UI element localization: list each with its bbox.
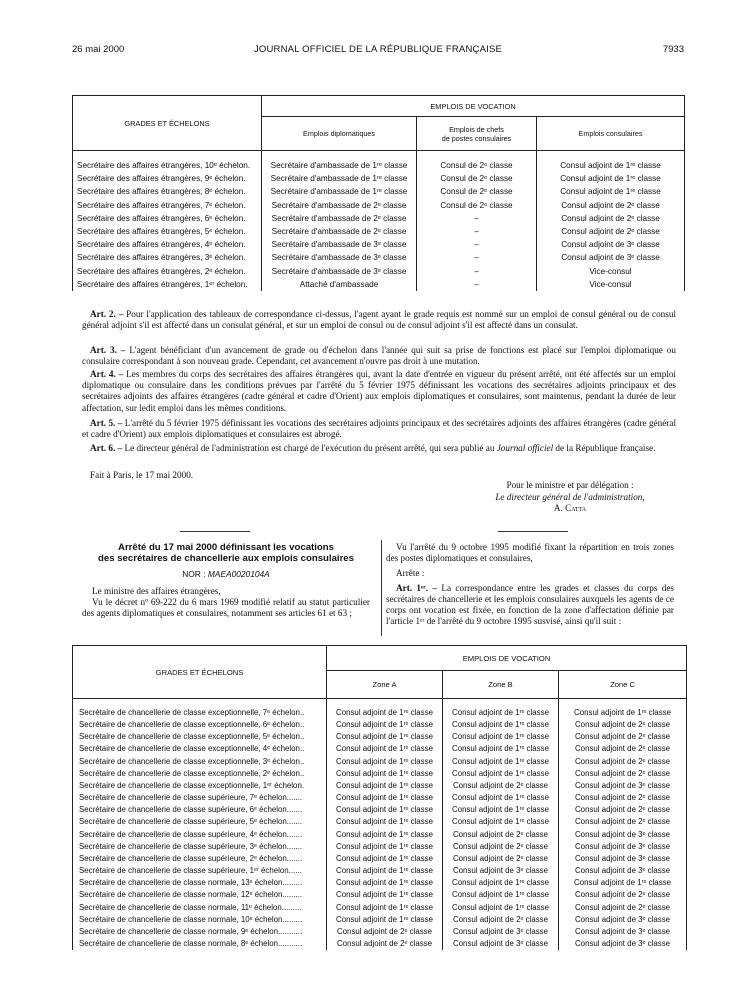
emploi-consulaire-cell: Consul adjoint de 3ᵉ classe: [537, 251, 685, 264]
zone-b-cell: Consul adjoint de 2ᵉ classe: [443, 853, 559, 865]
column-divider: [381, 540, 382, 636]
zone-b-cell: Consul adjoint de 1ʳᵉ classe: [443, 792, 559, 804]
zone-c-cell: Consul adjoint de 2ᵉ classe: [559, 816, 687, 828]
zone-a-cell: Consul adjoint de 1ʳᵉ classe: [327, 889, 443, 901]
grades-header-2: GRADES ET ÉCHELONS: [73, 646, 327, 699]
decree-title-line-2: des secrétaires de chancellerie aux emplois consulaires: [98, 553, 354, 564]
zone-a-cell: Consul adjoint de 1ʳᵉ classe: [327, 756, 443, 768]
zone-b-cell: Consul adjoint de 1ʳᵉ classe: [443, 743, 559, 755]
nor-label: NOR :: [182, 569, 208, 579]
zone-b-cell: Consul adjoint de 1ʳᵉ classe: [443, 707, 559, 719]
zone-a-cell: Consul adjoint de 2ᵉ classe: [327, 926, 443, 938]
emploi-consulaire-cell: Consul adjoint de 1ʳᵉ classe: [537, 172, 685, 185]
zone-c-cell: Consul adjoint de 2ᵉ classe: [559, 743, 687, 755]
col-chefs-postes: [417, 117, 537, 151]
zone-c-cell: Consul adjoint de 2ᵉ classe: [559, 756, 687, 768]
zone-b-cell: Consul adjoint de 2ᵉ classe: [443, 780, 559, 792]
zone-c-cell: Consul adjoint de 2ᵉ classe: [559, 792, 687, 804]
grade-cell: Secrétaire des affaires étrangères, 5ᵉ échelon.: [73, 225, 262, 238]
zone-a-cell: Consul adjoint de 1ʳᵉ classe: [327, 719, 443, 731]
emploi-diplomatique-cell: Secrétaire d'ambassade de 2ᵉ classe: [262, 225, 417, 238]
grade-cell: Secrétaire de chancellerie de classe supérieure, 2ᵉ échelon.......: [73, 853, 327, 865]
table-row: [73, 877, 687, 889]
grade-cell: Secrétaire de chancellerie de classe normale, 8ᵉ échelon...........: [73, 938, 327, 950]
article-2: [82, 309, 676, 331]
page-header: [72, 44, 684, 58]
chef-poste-cell: Consul de 2ᵉ classe: [417, 199, 537, 212]
zone-b-cell: Consul adjoint de 1ʳᵉ classe: [443, 768, 559, 780]
grade-cell: Secrétaire de chancellerie de classe exceptionnelle, 4ᵉ échelon..: [73, 743, 327, 755]
grade-cell: Secrétaire de chancellerie de classe exceptionnelle, 7ᵉ échelon..: [73, 707, 327, 719]
table-row: [73, 707, 687, 719]
table-row: [73, 251, 685, 264]
grade-cell: Secrétaire des affaires étrangères, 7ᵉ échelon.: [73, 199, 262, 212]
chef-poste-cell: –: [417, 238, 537, 251]
grades-header: GRADES ET ÉCHELONS: [73, 96, 262, 151]
table-row: [73, 719, 687, 731]
decree-article-1-label: Art. 1ᵉʳ. –: [396, 583, 437, 593]
grade-cell: Secrétaire des affaires étrangères, 6ᵉ échelon.: [73, 212, 262, 225]
grade-cell: Secrétaire de chancellerie de classe supérieure, 3ᵉ échelon.......: [73, 841, 327, 853]
grade-cell: Secrétaire de chancellerie de classe supérieure, 6ᵉ échelon.......: [73, 804, 327, 816]
fait-a-paris: Fait à Paris, le 17 mai 2000.: [90, 470, 194, 480]
col-emplois-diplomatiques: Emplois diplomatiques: [262, 117, 417, 151]
table-row: [73, 914, 687, 926]
table-row: [73, 238, 685, 251]
zone-a-cell: Consul adjoint de 1ʳᵉ classe: [327, 707, 443, 719]
zone-c-cell: Consul adjoint de 3ᵉ classe: [559, 853, 687, 865]
zone-c-cell: Consul adjoint de 3ᵉ classe: [559, 865, 687, 877]
decree-nor: [82, 569, 370, 580]
table-vocations-secretaires-chancellerie: [72, 645, 687, 950]
chef-poste-cell: Consul de 2ᵉ classe: [417, 159, 537, 172]
table-row: [73, 278, 685, 291]
article-6: [82, 443, 676, 454]
article-6-text-b: de la République française.: [553, 443, 656, 453]
zone-a-cell: Consul adjoint de 1ʳᵉ classe: [327, 816, 443, 828]
article-4-text: Les membres du corps des secrétaires des affaires étrangères qui, avant la date d'entrée en vigueur du présent arrêté, ont été affectés sur un emploi diplomatique ou consulaire dans les conditions prévues par l'arrêté du 5 février 1975 définissant les vocations des secrétaires adjoints principaux et des secrétaires adjoints des affaires étrangères (cadre général et cadre d'Orient) aux emplois diplomatiques et consulaires, sont maintenus, pendant la durée de leur affectation, sur ledit emploi dans les mêmes conditions.: [82, 369, 676, 413]
emploi-consulaire-cell: Consul adjoint de 3ᵉ classe: [537, 238, 685, 251]
table-row: [73, 902, 687, 914]
grade-cell: Secrétaire des affaires étrangères, 1ᵉʳ échelon.: [73, 278, 262, 291]
grade-cell: Secrétaire des affaires étrangères, 4ᵉ échelon.: [73, 238, 262, 251]
table-row: [73, 768, 687, 780]
table-row: [73, 172, 685, 185]
grade-cell: Secrétaire de chancellerie de classe exceptionnelle, 5ᵉ échelon..: [73, 731, 327, 743]
zone-a-cell: Consul adjoint de 1ʳᵉ classe: [327, 743, 443, 755]
decree-right-column: [386, 542, 674, 627]
zone-b-cell: Consul adjoint de 1ʳᵉ classe: [443, 877, 559, 889]
header-page-number: 7933: [662, 44, 684, 55]
zone-a-cell: Consul adjoint de 1ʳᵉ classe: [327, 780, 443, 792]
table-row: [73, 865, 687, 877]
zone-a-cell: Consul adjoint de 1ʳᵉ classe: [327, 914, 443, 926]
col-chefs-postes-line1: Emplois de chefs: [449, 124, 504, 134]
emploi-diplomatique-cell: Secrétaire d'ambassade de 1ʳᵉ classe: [262, 159, 417, 172]
decree-article-1: [386, 583, 674, 627]
emploi-consulaire-cell: Vice-consul: [537, 265, 685, 278]
zone-c-cell: Consul adjoint de 2ᵉ classe: [559, 768, 687, 780]
chef-poste-cell: –: [417, 225, 537, 238]
zone-a-cell: Consul adjoint de 1ʳᵉ classe: [327, 853, 443, 865]
zone-b-cell: Consul adjoint de 1ʳᵉ classe: [443, 731, 559, 743]
emploi-diplomatique-cell: Secrétaire d'ambassade de 3ᵉ classe: [262, 238, 417, 251]
grade-cell: Secrétaire des affaires étrangères, 9ᵉ échelon.: [73, 172, 262, 185]
grade-cell: Secrétaire de chancellerie de classe normale, 13ᵉ échelon.........: [73, 877, 327, 889]
table-row: [73, 780, 687, 792]
col-emplois-consulaires: Emplois consulaires: [537, 117, 685, 151]
grade-cell: Secrétaire de chancellerie de classe exceptionnelle, 1ᵉʳ échelon.: [73, 780, 327, 792]
table-row: [73, 804, 687, 816]
zone-c-cell: Consul adjoint de 3ᵉ classe: [559, 829, 687, 841]
article-2-label: Art. 2. –: [90, 309, 124, 319]
signature-line-1: Pour le ministre et par délégation :: [506, 480, 634, 490]
table-row: [73, 816, 687, 828]
table-row: [73, 225, 685, 238]
zone-b-cell: Consul adjoint de 3ᵉ classe: [443, 865, 559, 877]
emploi-diplomatique-cell: Secrétaire d'ambassade de 2ᵉ classe: [262, 212, 417, 225]
emploi-consulaire-cell: Consul adjoint de 1ʳᵉ classe: [537, 185, 685, 198]
grade-cell: Secrétaire des affaires étrangères, 8ᵉ échelon.: [73, 185, 262, 198]
decree-vu-decret: Vu le décret nº 69-222 du 6 mars 1969 modifié relatif au statut particulier des agents diplomatiques et consulaires, notamment ses articles 61 et 63 ;: [82, 597, 370, 618]
chef-poste-cell: –: [417, 212, 537, 225]
article-5-label: Art. 5. –: [90, 418, 123, 428]
article-3: [82, 345, 676, 367]
emploi-consulaire-cell: Consul adjoint de 1ʳᵉ classe: [537, 159, 685, 172]
zone-b-cell: Consul adjoint de 2ᵉ classe: [443, 829, 559, 841]
decree-minister: Le ministre des affaires étrangères,: [92, 586, 221, 596]
grade-cell: Secrétaire de chancellerie de classe normale, 11ᵉ échelon.........: [73, 902, 327, 914]
header-journal-title: JOURNAL OFFICIEL DE LA RÉPUBLIQUE FRANÇAISE: [253, 44, 503, 55]
zone-c-cell: Consul adjoint de 3ᵉ classe: [559, 841, 687, 853]
col-zone-b: Zone B: [443, 671, 559, 699]
zone-b-cell: Consul adjoint de 2ᵉ classe: [443, 914, 559, 926]
grade-cell: Secrétaire de chancellerie de classe supérieure, 5ᵉ échelon.......: [73, 816, 327, 828]
zone-a-cell: Consul adjoint de 1ʳᵉ classe: [327, 865, 443, 877]
article-5: [82, 418, 676, 440]
col-chefs-postes-line2: de postes consulaires: [441, 133, 512, 143]
zone-c-cell: Consul adjoint de 2ᵉ classe: [559, 902, 687, 914]
separator-right: [498, 531, 568, 532]
emploi-consulaire-cell: Vice-consul: [537, 278, 685, 291]
grade-cell: Secrétaire de chancellerie de classe normale, 12ᵉ échelon.........: [73, 889, 327, 901]
article-3-text: L'agent bénéficiant d'un avancement de grade ou d'échelon dans l'année qui suit sa prise de fonctions est placé sur l'emploi diplomatique ou consulaire correspondant à son nouveau grade. Cependant, cet avancement n'ouvre pas droit à une mutation.: [82, 345, 676, 367]
grade-cell: Secrétaire de chancellerie de classe supérieure, 1ᵉʳ échelon......: [73, 865, 327, 877]
zone-b-cell: Consul adjoint de 3ᵉ classe: [443, 938, 559, 950]
zone-b-cell: Consul adjoint de 1ʳᵉ classe: [443, 902, 559, 914]
table-row: [73, 265, 685, 278]
emploi-diplomatique-cell: Secrétaire d'ambassade de 1ʳᵉ classe: [262, 172, 417, 185]
zone-a-cell: Consul adjoint de 1ʳᵉ classe: [327, 804, 443, 816]
zone-a-cell: Consul adjoint de 1ʳᵉ classe: [327, 829, 443, 841]
table-row: [73, 792, 687, 804]
article-6-text-a: Le directeur général de l'administration est chargé de l'exécution du présent arrêté, qui sera publié au: [124, 443, 497, 453]
zone-a-cell: Consul adjoint de 1ʳᵉ classe: [327, 768, 443, 780]
zone-b-cell: Consul adjoint de 1ʳᵉ classe: [443, 719, 559, 731]
emploi-diplomatique-cell: Secrétaire d'ambassade de 3ᵉ classe: [262, 265, 417, 278]
emploi-consulaire-cell: Consul adjoint de 2ᵉ classe: [537, 199, 685, 212]
emploi-diplomatique-cell: Secrétaire d'ambassade de 3ᵉ classe: [262, 251, 417, 264]
zone-a-cell: Consul adjoint de 2ᵉ classe: [327, 938, 443, 950]
grade-cell: Secrétaire des affaires étrangères, 3ᵉ échelon.: [73, 251, 262, 264]
grade-cell: Secrétaire de chancellerie de classe exceptionnelle, 3ᵉ échelon..: [73, 756, 327, 768]
zone-b-cell: Consul adjoint de 1ʳᵉ classe: [443, 816, 559, 828]
emploi-diplomatique-cell: Secrétaire d'ambassade de 2ᵉ classe: [262, 199, 417, 212]
zone-b-cell: Consul adjoint de 1ʳᵉ classe: [443, 756, 559, 768]
grade-cell: Secrétaire de chancellerie de classe exceptionnelle, 6ᵉ échelon..: [73, 719, 327, 731]
separator-left: [180, 531, 250, 532]
col-zone-a: Zone A: [327, 671, 443, 699]
zone-c-cell: Consul adjoint de 3ᵉ classe: [559, 938, 687, 950]
col-zone-c: Zone C: [559, 671, 687, 699]
chef-poste-cell: –: [417, 278, 537, 291]
table-row: [73, 731, 687, 743]
vocation-header: EMPLOIS DE VOCATION: [262, 96, 685, 117]
decree-title-line-1: Arrêté du 17 mai 2000 définissant les vocations: [118, 542, 334, 553]
vocation-header-2: EMPLOIS DE VOCATION: [327, 646, 687, 671]
grade-cell: Secrétaire des affaires étrangères, 2ᵉ échelon.: [73, 265, 262, 278]
article-3-label: Art. 3. –: [90, 345, 126, 355]
article-2-text: Pour l'application des tableaux de correspondance ci-dessus, l'agent ayant le grade requis est nommé sur un emploi de consul général ou de consul général adjoint s'il est affecté dans un consulat général, et sur un emploi de consul ou de consul adjoint s'il est affecté dans un consulat.: [82, 309, 676, 331]
signature-name: A. Catta: [553, 503, 587, 513]
table-row: [73, 185, 685, 198]
grade-cell: Secrétaire de chancellerie de classe normale, 10ᵉ échelon.........: [73, 914, 327, 926]
article-5-text: L'arrêté du 5 février 1975 définissant les vocations des secrétaires adjoints principaux et des secrétaires adjoints des affaires étrangères (cadre général et cadre d'Orient) aux emplois diplomatiques et consulaires est abrogé.: [82, 418, 676, 440]
table-row: [73, 159, 685, 172]
zone-a-cell: Consul adjoint de 1ʳᵉ classe: [327, 731, 443, 743]
table-row: [73, 938, 687, 950]
article-4: [82, 369, 676, 414]
zone-c-cell: Consul adjoint de 1ʳᵉ classe: [559, 707, 687, 719]
zone-c-cell: Consul adjoint de 2ᵉ classe: [559, 719, 687, 731]
decree-arrete: Arrête :: [396, 568, 425, 578]
header-date: 26 mai 2000: [72, 44, 125, 55]
zone-a-cell: Consul adjoint de 1ʳᵉ classe: [327, 792, 443, 804]
table-row: [73, 853, 687, 865]
decree-article-1-text: La correspondance entre les grades et classes du corps des secrétaires de chancellerie et les emplois consulaires auxquels les agents de ce corps ont vocation est fixée, en fonction de la zone d'affectation définie par l'article 1ᵉʳ de l'arrêté du 9 octobre 1995 susvisé, ainsi qu'il suit :: [386, 583, 675, 626]
grade-cell: Secrétaire de chancellerie de classe exceptionnelle, 2ᵉ échelon..: [73, 768, 327, 780]
grade-cell: Secrétaire des affaires étrangères, 10ᵉ échelon.: [73, 159, 262, 172]
table-row: [73, 756, 687, 768]
table-row: [73, 841, 687, 853]
zone-c-cell: Consul adjoint de 3ᵉ classe: [559, 926, 687, 938]
zone-c-cell: Consul adjoint de 2ᵉ classe: [559, 731, 687, 743]
zone-a-cell: Consul adjoint de 1ʳᵉ classe: [327, 902, 443, 914]
table-row: [73, 889, 687, 901]
decree-vu-arrete: Vu l'arrêté du 9 octobre 1995 modifié fixant la répartition en trois zones des postes diplomatiques et consulaires,: [386, 542, 674, 563]
zone-c-cell: Consul adjoint de 2ᵉ classe: [559, 804, 687, 816]
zone-c-cell: Consul adjoint de 2ᵉ classe: [559, 889, 687, 901]
table-vocations-secretaires-affaires-etrangeres: [72, 95, 685, 291]
table-row: [73, 829, 687, 841]
article-6-label: Art. 6. –: [90, 443, 123, 453]
grade-cell: Secrétaire de chancellerie de classe supérieure, 4ᵉ échelon.......: [73, 829, 327, 841]
article-6-journal: Journal officiel: [496, 443, 554, 453]
emploi-consulaire-cell: Consul adjoint de 2ᵉ classe: [537, 225, 685, 238]
signature-line-2: Le directeur général de l'administration,: [495, 491, 645, 502]
zone-a-cell: Consul adjoint de 1ʳᵉ classe: [327, 877, 443, 889]
chef-poste-cell: Consul de 2ᵉ classe: [417, 172, 537, 185]
nor-value: MAEA0020104A: [207, 569, 270, 579]
table-row: [73, 926, 687, 938]
zone-c-cell: Consul adjoint de 3ᵉ classe: [559, 914, 687, 926]
emploi-diplomatique-cell: Secrétaire d'ambassade de 1ʳᵉ classe: [262, 185, 417, 198]
zone-b-cell: Consul adjoint de 3ᵉ classe: [443, 926, 559, 938]
zone-a-cell: Consul adjoint de 1ʳᵉ classe: [327, 841, 443, 853]
zone-b-cell: Consul adjoint de 1ʳᵉ classe: [443, 804, 559, 816]
zone-b-cell: Consul adjoint de 2ᵉ classe: [443, 841, 559, 853]
zone-b-cell: Consul adjoint de 1ʳᵉ classe: [443, 889, 559, 901]
chef-poste-cell: –: [417, 251, 537, 264]
article-4-label: Art. 4. –: [90, 369, 124, 379]
zone-c-cell: Consul adjoint de 1ʳᵉ classe: [559, 877, 687, 889]
table-row: [73, 199, 685, 212]
emploi-diplomatique-cell: Attaché d'ambassade: [262, 278, 417, 291]
emploi-consulaire-cell: Consul adjoint de 2ᵉ classe: [537, 212, 685, 225]
grade-cell: Secrétaire de chancellerie de classe normale, 9ᵉ échelon...........: [73, 926, 327, 938]
signature-block: [470, 480, 670, 515]
zone-c-cell: Consul adjoint de 3ᵉ classe: [559, 780, 687, 792]
chef-poste-cell: –: [417, 265, 537, 278]
decree-left-column: [82, 542, 370, 619]
chef-poste-cell: Consul de 2ᵉ classe: [417, 185, 537, 198]
table-row: [73, 212, 685, 225]
grade-cell: Secrétaire de chancellerie de classe supérieure, 7ᵉ échelon.......: [73, 792, 327, 804]
table-row: [73, 743, 687, 755]
